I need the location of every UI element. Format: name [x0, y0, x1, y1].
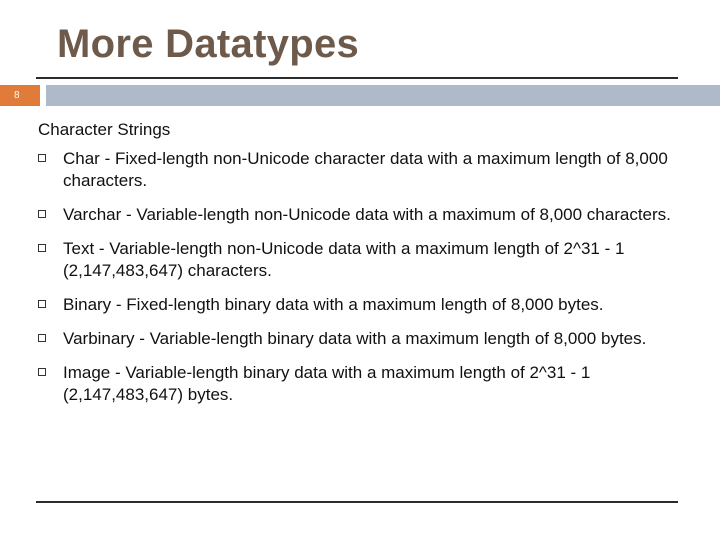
bullet-text: Fixed-length non-Unicode character data with a maximum length of 8,000 characters. [63, 149, 668, 190]
section-heading: Character Strings [38, 120, 171, 139]
bullet-text: Variable-length non-Unicode data with a maximum length of 2^31 - 1 (2,147,483,647) characters. [63, 239, 625, 280]
list-item [38, 238, 678, 282]
bullet-separator: - [121, 205, 137, 224]
square-bullet-icon [38, 334, 46, 342]
list-item [38, 362, 678, 406]
bullet-term: Image [63, 363, 111, 382]
bullet-list [38, 148, 678, 418]
square-bullet-icon [38, 368, 46, 376]
square-bullet-icon [38, 154, 46, 162]
list-item [38, 148, 678, 192]
bullet-term: Binary [63, 295, 112, 314]
list-item [38, 328, 678, 350]
bullet-text: Variable-length non-Unicode data with a maximum of 8,000 characters. [136, 205, 671, 224]
slide-title: More Datatypes [57, 22, 360, 66]
bullet-term: Varchar [63, 205, 122, 224]
bullet-text: Variable-length binary data with a maximum length of 8,000 bytes. [149, 329, 647, 348]
square-bullet-icon [38, 210, 46, 218]
title-divider [36, 77, 678, 79]
bullet-term: Char [63, 149, 100, 168]
list-item [38, 204, 678, 226]
bullet-term: Text [63, 239, 95, 258]
bullet-separator: - [134, 329, 150, 348]
bullet-term: Varbinary [63, 329, 135, 348]
bullet-separator: - [99, 149, 115, 168]
list-item [38, 294, 678, 316]
footer-divider [36, 501, 678, 503]
header-accent-bar [46, 85, 720, 106]
bullet-separator: - [110, 363, 126, 382]
page-number-badge: 8 [0, 85, 40, 106]
bullet-separator: - [111, 295, 127, 314]
bullet-text: Variable-length binary data with a maximum length of 2^31 - 1 (2,147,483,647) bytes. [63, 363, 591, 404]
bullet-text: Fixed-length binary data with a maximum length of 8,000 bytes. [126, 295, 604, 314]
bullet-separator: - [94, 239, 110, 258]
square-bullet-icon [38, 300, 46, 308]
square-bullet-icon [38, 244, 46, 252]
